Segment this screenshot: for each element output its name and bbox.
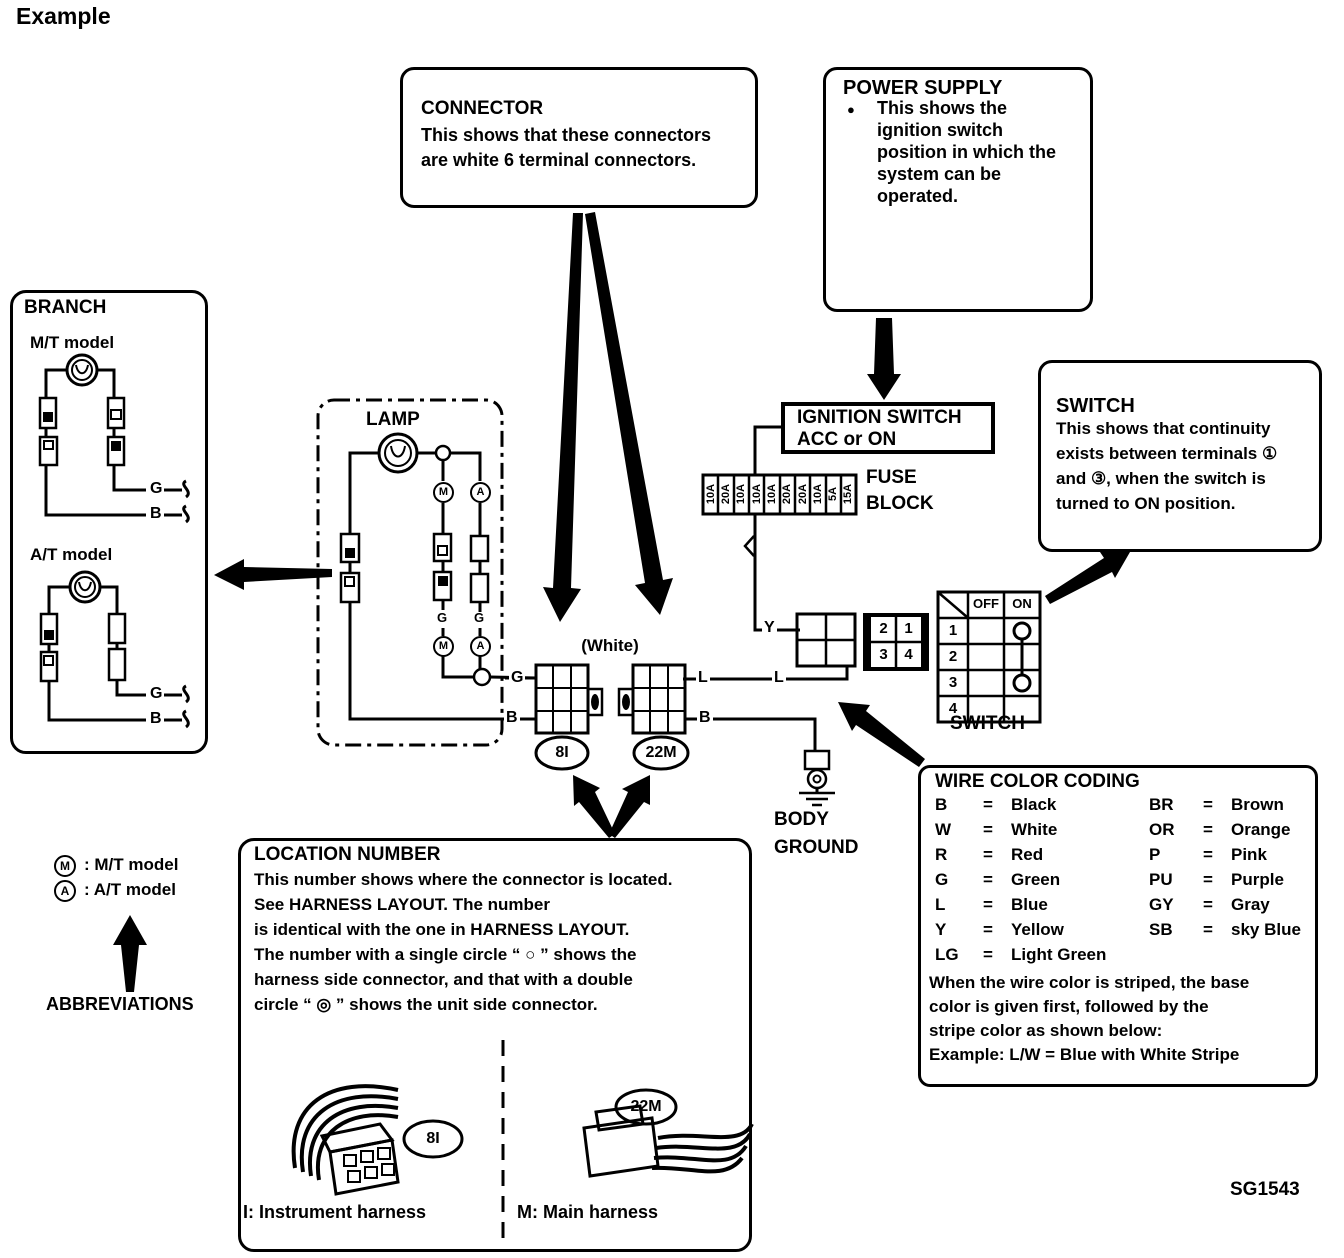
switch-table-row: 3 bbox=[948, 674, 958, 691]
equals-sign: = bbox=[983, 920, 993, 939]
wire-label-b: B bbox=[150, 505, 162, 522]
switch-table-col-off: OFF bbox=[973, 596, 999, 611]
wire-color-title: WIRE COLOR CODING bbox=[935, 771, 1140, 792]
wire-color-name: White bbox=[1011, 820, 1058, 839]
instrument-harness-caption: I: Instrument harness bbox=[243, 1202, 427, 1222]
wire-color-code: GY bbox=[1149, 895, 1174, 914]
switch-table-row: 4 bbox=[948, 700, 958, 717]
abbreviation-mt-label: : M/T model bbox=[84, 855, 179, 874]
equals-sign: = bbox=[983, 870, 993, 889]
location-note-line: harness side connector, and that with a double bbox=[254, 970, 633, 989]
equals-sign: = bbox=[1203, 920, 1213, 939]
stripe-note-line: stripe color as shown below: bbox=[929, 1021, 1163, 1040]
wire-label-y: Y bbox=[764, 619, 775, 636]
arrow-wirecolor-to-ground bbox=[838, 702, 925, 767]
wire-label-b: B bbox=[506, 709, 518, 726]
power-feed-wiring bbox=[683, 427, 856, 679]
continuity-terminal-3 bbox=[1014, 675, 1030, 691]
location-note-line: circle “ ◎ ” shows the unit side connector. bbox=[254, 995, 598, 1014]
figure-code: SG1543 bbox=[1230, 1179, 1300, 1200]
continuity-terminal-1 bbox=[1014, 623, 1030, 639]
fuse-rating: 20A bbox=[797, 483, 809, 505]
wire-label-g: G bbox=[511, 669, 524, 686]
terminal-number: 3 bbox=[879, 646, 888, 663]
fuse-rating: 10A bbox=[812, 483, 824, 505]
location-note-line: The number with a single circle “ ○ ” shows the bbox=[254, 945, 637, 964]
body-ground-label: GROUND bbox=[774, 837, 859, 858]
connector-id-8i: 8I bbox=[555, 744, 569, 761]
ignition-switch-line: IGNITION SWITCH bbox=[797, 407, 962, 428]
wire-color-code: PU bbox=[1149, 870, 1173, 889]
power-supply-line: operated. bbox=[877, 186, 959, 206]
fuse-block-label: BLOCK bbox=[866, 493, 934, 514]
wire-color-name: Pink bbox=[1231, 845, 1267, 864]
switch-note-line: and ③, when the switch is bbox=[1056, 469, 1266, 488]
stripe-note-line: color is given first, followed by the bbox=[929, 997, 1209, 1016]
wire-label-g: G bbox=[150, 480, 163, 497]
terminal-number: 1 bbox=[904, 620, 913, 637]
wire-color-name: Orange bbox=[1231, 820, 1291, 839]
switch-table-row: 2 bbox=[948, 648, 958, 665]
power-supply-line: This shows the bbox=[877, 98, 1008, 118]
lamp-title: LAMP bbox=[366, 409, 420, 430]
arrow-connector-to-22m bbox=[585, 212, 673, 615]
power-supply-line: position in which the bbox=[877, 142, 1056, 162]
equals-sign: = bbox=[983, 895, 993, 914]
mt-model-icon: M bbox=[433, 636, 454, 657]
branch-at-label: A/T model bbox=[30, 545, 113, 564]
at-model-icon: A bbox=[54, 880, 76, 902]
arrow-lamp-to-branch bbox=[214, 559, 332, 590]
wire-label-l: L bbox=[698, 669, 708, 686]
fuse-rating: 10A bbox=[766, 483, 778, 505]
junction-node bbox=[474, 669, 490, 685]
bullet-icon: ● bbox=[847, 102, 855, 117]
equals-sign: = bbox=[1203, 895, 1213, 914]
body-ground-label: BODY bbox=[774, 809, 829, 830]
branch-mt-label: M/T model bbox=[30, 333, 115, 352]
wire-color-name: Red bbox=[1011, 845, 1044, 864]
equals-sign: = bbox=[983, 820, 993, 839]
connector-note-title: CONNECTOR bbox=[421, 98, 544, 119]
connector-note-box bbox=[400, 67, 758, 208]
equals-sign: = bbox=[983, 845, 993, 864]
branch-title: BRANCH bbox=[24, 297, 107, 318]
mt-model-icon: M bbox=[54, 855, 76, 877]
connector-color-label: (White) bbox=[581, 636, 639, 655]
wire-color-name: sky Blue bbox=[1231, 920, 1301, 939]
arrow-location-to-8i bbox=[573, 775, 615, 838]
equals-sign: = bbox=[983, 795, 993, 814]
wire-color-name: Green bbox=[1011, 870, 1061, 889]
switch-note-line: This shows that continuity bbox=[1056, 419, 1271, 438]
wire-color-name: Black bbox=[1011, 795, 1057, 814]
switch-note-title: SWITCH bbox=[1056, 395, 1135, 417]
arrow-power-to-ignition bbox=[867, 318, 901, 400]
arrow-abbreviations bbox=[113, 915, 147, 992]
switch-table-caption: SWITCH bbox=[950, 713, 1025, 734]
fuse-rating: 20A bbox=[781, 483, 793, 505]
inline-connector-icon bbox=[745, 536, 754, 556]
ignition-switch-box bbox=[781, 402, 995, 454]
wire-color-coding-box bbox=[918, 765, 1318, 1087]
arrow-location-to-22m bbox=[609, 775, 650, 838]
connector-note-line: are white 6 terminal connectors. bbox=[421, 150, 697, 170]
wire-color-code: R bbox=[935, 845, 948, 864]
switch-note-line: exists between terminals ① bbox=[1056, 444, 1278, 463]
wire-color-code: P bbox=[1149, 845, 1161, 864]
fuse-rating: 10A bbox=[751, 483, 763, 505]
location-note-line: is identical with the one in HARNESS LAYOUT. bbox=[254, 920, 630, 939]
wire-label-g: G bbox=[150, 685, 163, 702]
wire-color-name: Purple bbox=[1231, 870, 1284, 889]
abbreviation-at-label: : A/T model bbox=[84, 880, 176, 899]
connector-id-8i: 8I bbox=[426, 1130, 440, 1147]
equals-sign: = bbox=[1203, 870, 1213, 889]
equals-sign: = bbox=[1203, 820, 1213, 839]
switch-table-col-on: ON bbox=[1012, 596, 1032, 611]
wire-color-code: BR bbox=[1149, 795, 1174, 814]
stripe-note-line: Example: L/W = Blue with White Stripe bbox=[929, 1045, 1240, 1064]
wire-label-g: G bbox=[474, 610, 485, 625]
at-model-icon: A bbox=[470, 482, 491, 503]
wire-color-code: G bbox=[935, 870, 949, 889]
equals-sign: = bbox=[983, 945, 993, 964]
wire-color-code: LG bbox=[935, 945, 959, 964]
terminal-number: 2 bbox=[879, 620, 888, 637]
mt-model-icon: M bbox=[433, 482, 454, 503]
wire-color-name: Blue bbox=[1011, 895, 1048, 914]
main-harness-caption: M: Main harness bbox=[517, 1202, 659, 1222]
lamp-box bbox=[318, 400, 536, 745]
connector-id-22m: 22M bbox=[645, 744, 677, 761]
wire-color-name: Light Green bbox=[1011, 945, 1107, 964]
switch-note-box bbox=[1038, 360, 1322, 552]
fuse-block-label: FUSE bbox=[866, 467, 917, 488]
wire-color-code: Y bbox=[935, 920, 947, 939]
junction-node bbox=[436, 446, 450, 460]
location-note-line: See HARNESS LAYOUT. The number bbox=[254, 895, 550, 914]
connector-id-22m: 22M bbox=[630, 1098, 662, 1115]
page-title: Example bbox=[16, 3, 111, 29]
fuse-rating: 5A bbox=[827, 486, 839, 502]
wire-label-b: B bbox=[699, 709, 711, 726]
fuse-rating: 20A bbox=[720, 483, 732, 505]
terminal-number: 4 bbox=[904, 646, 913, 663]
switch-table-row: 1 bbox=[948, 622, 958, 639]
abbreviations-caption: ABBREVIATIONS bbox=[46, 994, 194, 1014]
wire-color-code: OR bbox=[1149, 820, 1175, 839]
equals-sign: = bbox=[1203, 845, 1213, 864]
wire-color-code: SB bbox=[1149, 920, 1173, 939]
location-note-title: LOCATION NUMBER bbox=[254, 844, 441, 865]
switch-note-line: turned to ON position. bbox=[1056, 494, 1236, 513]
stripe-note-line: When the wire color is striped, the base bbox=[929, 973, 1250, 992]
diagonal-header-line bbox=[939, 593, 967, 617]
wire-color-name: Brown bbox=[1231, 795, 1284, 814]
power-supply-line: ignition switch bbox=[877, 120, 1003, 140]
wire-label-l: L bbox=[774, 669, 784, 686]
power-supply-title: POWER SUPPLY bbox=[843, 77, 1003, 99]
equals-sign: = bbox=[1203, 795, 1213, 814]
wire-color-code: B bbox=[935, 795, 948, 814]
location-note-line: This number shows where the connector is located. bbox=[254, 870, 673, 889]
body-ground-icon bbox=[799, 751, 835, 805]
ignition-switch-line: ACC or ON bbox=[797, 429, 897, 450]
branch-box bbox=[10, 290, 208, 754]
wire-color-code: L bbox=[935, 895, 946, 914]
fuse-rating: 10A bbox=[705, 483, 717, 505]
at-model-icon: A bbox=[470, 636, 491, 657]
wire-label-b: B bbox=[150, 710, 162, 727]
arrow-table-to-switch-note bbox=[1045, 552, 1130, 604]
wire-color-code: W bbox=[935, 820, 952, 839]
wire-color-name: Yellow bbox=[1011, 920, 1064, 939]
arrow-connector-to-8i bbox=[543, 213, 583, 622]
fuse-rating: 10A bbox=[735, 483, 747, 505]
wire-color-name: Gray bbox=[1231, 895, 1270, 914]
power-supply-line: system can be bbox=[877, 164, 1002, 184]
wire-label-g: G bbox=[437, 610, 448, 625]
power-supply-note-box bbox=[823, 67, 1093, 312]
fuse-rating: 15A bbox=[842, 483, 854, 505]
connector-note-line: This shows that these connectors bbox=[421, 125, 712, 145]
